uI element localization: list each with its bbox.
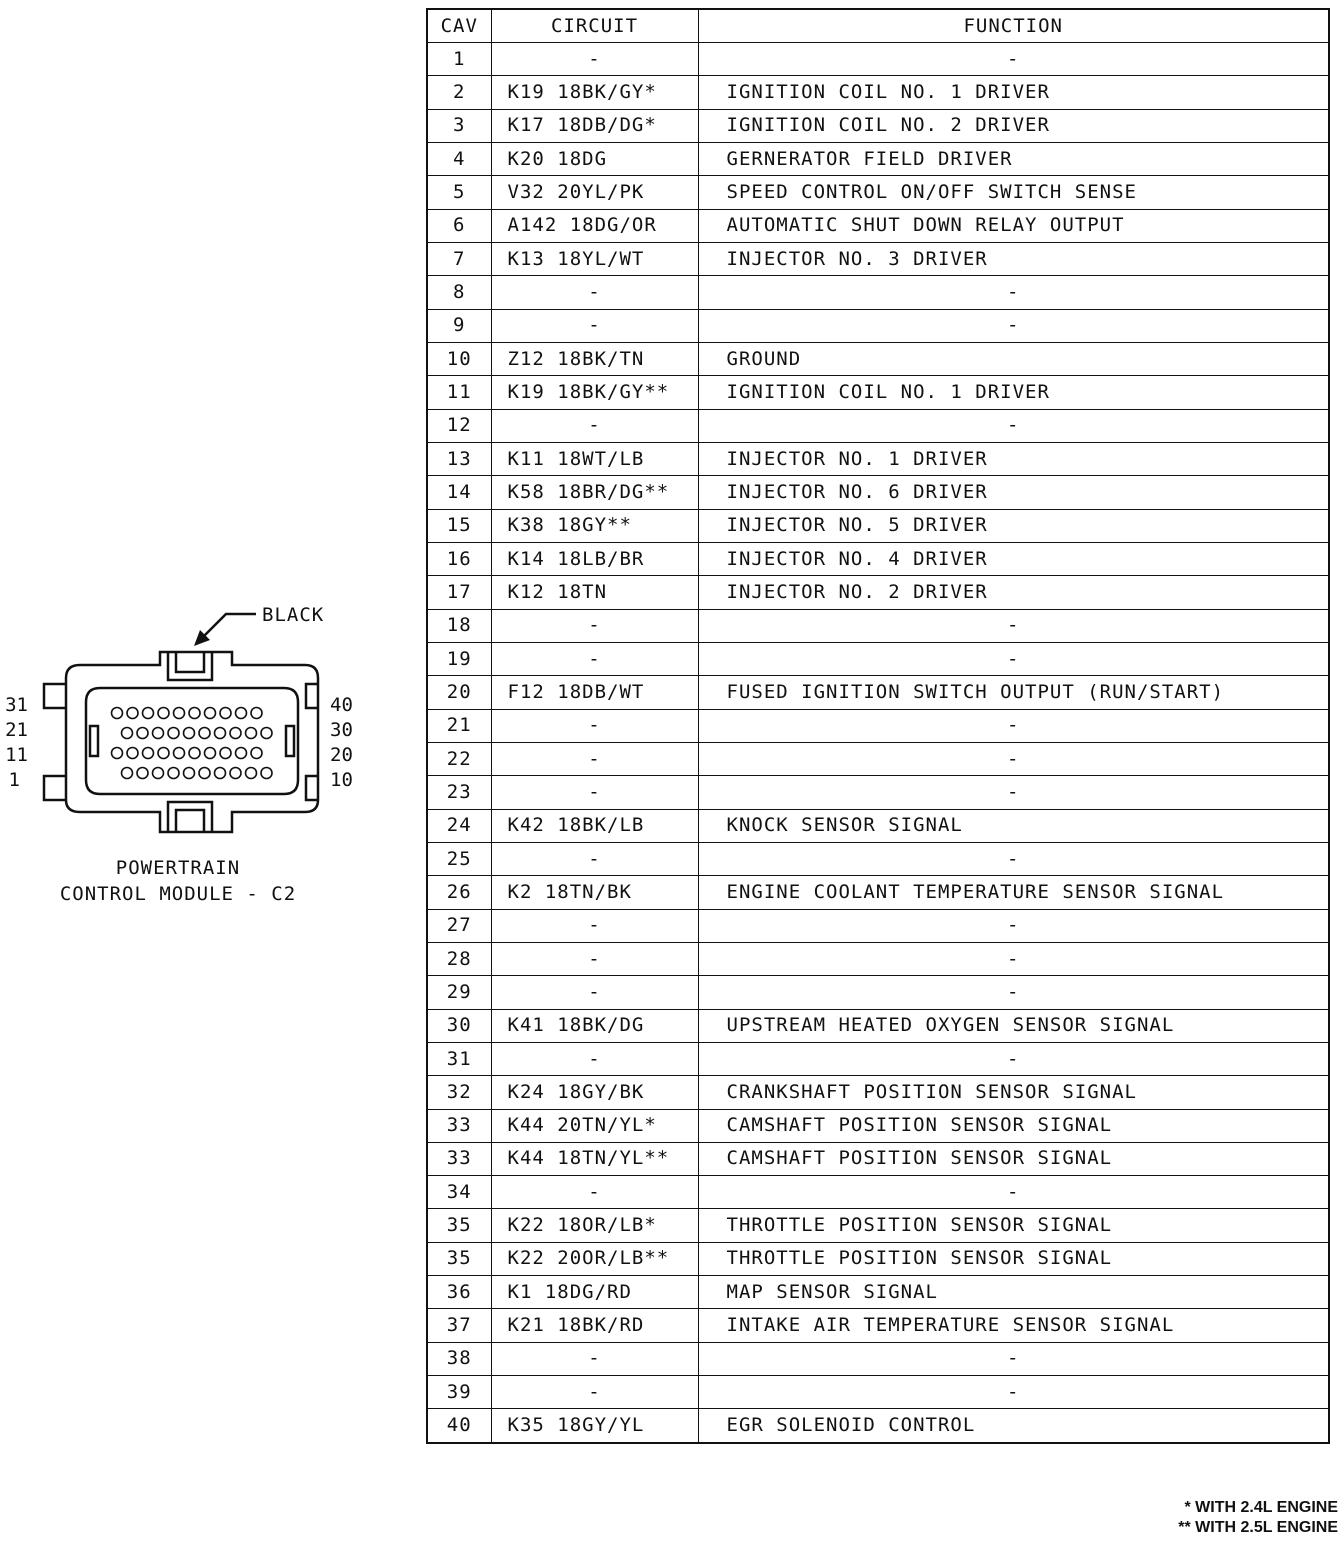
table-row	[427, 542, 1329, 575]
function-cell: INJECTOR NO. 3 DRIVER	[698, 242, 1329, 275]
table-row	[427, 876, 1329, 909]
circuit-cell: K21 18BK/RD	[491, 1309, 698, 1342]
pin-cavity	[236, 748, 247, 759]
pin-cavity	[261, 728, 272, 739]
table-header-row	[427, 9, 1329, 43]
circuit-cell: -	[491, 909, 698, 942]
function-cell: IGNITION COIL NO. 1 DRIVER	[698, 376, 1329, 409]
circuit-cell: K22 20OR/LB**	[491, 1242, 698, 1275]
table-row	[427, 676, 1329, 709]
pin-cavity	[215, 728, 226, 739]
pin-cavity	[205, 748, 216, 759]
table-row	[427, 76, 1329, 109]
pin-label-left-11: 11	[5, 744, 28, 766]
function-cell: IGNITION COIL NO. 2 DRIVER	[698, 109, 1329, 142]
cav-cell: 33	[427, 1109, 491, 1142]
function-cell: -	[698, 43, 1329, 76]
function-cell: GERNERATOR FIELD DRIVER	[698, 142, 1329, 175]
function-cell: FUSED IGNITION SWITCH OUTPUT (RUN/START)	[698, 676, 1329, 709]
table-row	[427, 142, 1329, 175]
table-row	[427, 43, 1329, 76]
function-cell: INJECTOR NO. 1 DRIVER	[698, 442, 1329, 475]
table-row	[427, 1009, 1329, 1042]
pin-cavity	[137, 728, 148, 739]
function-cell: -	[698, 776, 1329, 809]
function-cell: EGR SOLENOID CONTROL	[698, 1409, 1329, 1443]
table-row	[427, 1376, 1329, 1409]
function-cell: -	[698, 1042, 1329, 1075]
table-row	[427, 1209, 1329, 1242]
circuit-cell: -	[491, 709, 698, 742]
function-cell: INJECTOR NO. 6 DRIVER	[698, 476, 1329, 509]
pin-cavity	[112, 748, 123, 759]
circuit-cell: -	[491, 1376, 698, 1409]
cav-cell: 30	[427, 1009, 491, 1042]
function-cell: -	[698, 609, 1329, 642]
circuit-cell: -	[491, 309, 698, 342]
pin-label-right-20: 20	[330, 744, 353, 766]
footnote-2-5l: ** WITH 2.5L ENGINE	[1178, 1519, 1338, 1536]
table-row	[427, 842, 1329, 875]
circuit-cell: -	[491, 976, 698, 1009]
cav-header: CAV	[427, 9, 491, 43]
pin-label-left-31: 31	[5, 694, 28, 716]
table-row	[427, 976, 1329, 1009]
circuit-cell: V32 20YL/PK	[491, 176, 698, 209]
function-cell: -	[698, 909, 1329, 942]
table-row	[427, 209, 1329, 242]
circuit-header: CIRCUIT	[491, 9, 698, 43]
cav-cell: 13	[427, 442, 491, 475]
cav-cell: 5	[427, 176, 491, 209]
pin-cavity	[122, 768, 133, 779]
table-row	[427, 1076, 1329, 1109]
circuit-cell: K1 18DG/RD	[491, 1276, 698, 1309]
pin-cavity	[168, 768, 179, 779]
cav-cell: 4	[427, 142, 491, 175]
function-cell: -	[698, 1376, 1329, 1409]
pin-cavity	[174, 708, 185, 719]
table-row	[427, 242, 1329, 275]
function-cell: CAMSHAFT POSITION SENSOR SIGNAL	[698, 1109, 1329, 1142]
right-upper-tab	[306, 684, 318, 708]
function-cell: GROUND	[698, 342, 1329, 375]
function-cell: -	[698, 309, 1329, 342]
function-cell: UPSTREAM HEATED OXYGEN SENSOR SIGNAL	[698, 1009, 1329, 1042]
pin-grid	[112, 708, 273, 779]
circuit-cell: -	[491, 942, 698, 975]
cav-cell: 3	[427, 109, 491, 142]
cav-cell: 24	[427, 809, 491, 842]
cav-cell: 15	[427, 509, 491, 542]
table-row	[427, 809, 1329, 842]
function-cell: SPEED CONTROL ON/OFF SWITCH SENSE	[698, 176, 1329, 209]
circuit-cell: K22 18OR/LB*	[491, 1209, 698, 1242]
cav-cell: 33	[427, 1142, 491, 1175]
color-label: BLACK	[262, 604, 325, 626]
pin-cavity	[122, 728, 133, 739]
cav-cell: 31	[427, 1042, 491, 1075]
pinout-table-body	[427, 43, 1329, 1444]
table-row	[427, 442, 1329, 475]
function-cell: -	[698, 276, 1329, 309]
function-header: FUNCTION	[698, 9, 1329, 43]
circuit-cell: -	[491, 776, 698, 809]
pin-cavity	[230, 728, 241, 739]
pin-cavity	[236, 708, 247, 719]
table-row	[427, 909, 1329, 942]
circuit-cell: K42 18BK/LB	[491, 809, 698, 842]
cav-cell: 23	[427, 776, 491, 809]
left-lower-tab	[44, 776, 66, 800]
cav-cell: 16	[427, 542, 491, 575]
function-cell: -	[698, 642, 1329, 675]
function-cell: ENGINE COOLANT TEMPERATURE SENSOR SIGNAL	[698, 876, 1329, 909]
pin-cavity	[199, 768, 210, 779]
circuit-cell: -	[491, 409, 698, 442]
circuit-cell: K17 18DB/DG*	[491, 109, 698, 142]
table-row	[427, 309, 1329, 342]
function-cell: CRANKSHAFT POSITION SENSOR SIGNAL	[698, 1076, 1329, 1109]
top-latch	[168, 652, 212, 680]
cav-cell: 34	[427, 1176, 491, 1209]
table-row	[427, 709, 1329, 742]
circuit-cell: K11 18WT/LB	[491, 442, 698, 475]
pin-cavity	[230, 768, 241, 779]
function-cell: IGNITION COIL NO. 1 DRIVER	[698, 76, 1329, 109]
circuit-cell: K38 18GY**	[491, 509, 698, 542]
table-row	[427, 1109, 1329, 1142]
circuit-cell: K20 18DG	[491, 142, 698, 175]
function-cell: -	[698, 1342, 1329, 1375]
table-row	[427, 1342, 1329, 1375]
pin-cavity	[184, 768, 195, 779]
pin-cavity	[158, 708, 169, 719]
circuit-cell: K19 18BK/GY*	[491, 76, 698, 109]
cav-cell: 2	[427, 76, 491, 109]
circuit-cell: K35 18GY/YL	[491, 1409, 698, 1443]
cav-cell: 29	[427, 976, 491, 1009]
circuit-cell: K13 18YL/WT	[491, 242, 698, 275]
table-row	[427, 276, 1329, 309]
table-row	[427, 1276, 1329, 1309]
cav-cell: 14	[427, 476, 491, 509]
pin-cavity	[174, 748, 185, 759]
pin-cavity	[189, 708, 200, 719]
cav-cell: 17	[427, 576, 491, 609]
table-row	[427, 609, 1329, 642]
cav-cell: 12	[427, 409, 491, 442]
cav-cell: 21	[427, 709, 491, 742]
circuit-cell: K19 18BK/GY**	[491, 376, 698, 409]
function-cell: -	[698, 409, 1329, 442]
circuit-cell: F12 18DB/WT	[491, 676, 698, 709]
table-row	[427, 1242, 1329, 1275]
table-row	[427, 509, 1329, 542]
table-row	[427, 742, 1329, 775]
pin-cavity	[261, 768, 272, 779]
cav-cell: 40	[427, 1409, 491, 1443]
pin-cavity	[215, 768, 226, 779]
table-row	[427, 476, 1329, 509]
left-key	[90, 726, 98, 756]
function-cell: MAP SENSOR SIGNAL	[698, 1276, 1329, 1309]
pin-cavity	[251, 748, 262, 759]
pin-cavity	[153, 728, 164, 739]
pin-cavity	[184, 728, 195, 739]
cav-cell: 28	[427, 942, 491, 975]
cav-cell: 37	[427, 1309, 491, 1342]
function-cell: AUTOMATIC SHUT DOWN RELAY OUTPUT	[698, 209, 1329, 242]
circuit-cell: -	[491, 276, 698, 309]
function-cell: INTAKE AIR TEMPERATURE SENSOR SIGNAL	[698, 1309, 1329, 1342]
pin-cavity	[246, 728, 257, 739]
function-cell: THROTTLE POSITION SENSOR SIGNAL	[698, 1209, 1329, 1242]
cav-cell: 32	[427, 1076, 491, 1109]
pin-cavity	[127, 708, 138, 719]
cav-cell: 18	[427, 609, 491, 642]
function-cell: INJECTOR NO. 2 DRIVER	[698, 576, 1329, 609]
bottom-latch	[168, 802, 212, 832]
cav-cell: 35	[427, 1242, 491, 1275]
pin-cavity	[168, 728, 179, 739]
pin-cavity	[189, 748, 200, 759]
function-cell: -	[698, 709, 1329, 742]
pin-label-right-40: 40	[330, 694, 353, 716]
cav-cell: 38	[427, 1342, 491, 1375]
circuit-cell: -	[491, 742, 698, 775]
cav-cell: 36	[427, 1276, 491, 1309]
color-leader-line	[204, 614, 256, 636]
cav-cell: 1	[427, 43, 491, 76]
cav-cell: 7	[427, 242, 491, 275]
function-cell: -	[698, 742, 1329, 775]
pin-cavity	[112, 708, 123, 719]
function-cell: KNOCK SENSOR SIGNAL	[698, 809, 1329, 842]
pin-cavity	[137, 768, 148, 779]
pin-label-right-10: 10	[330, 769, 353, 791]
pin-label-right-30: 30	[330, 719, 353, 741]
function-cell: -	[698, 976, 1329, 1009]
circuit-cell: K41 18BK/DG	[491, 1009, 698, 1042]
cav-cell: 11	[427, 376, 491, 409]
table-row	[427, 176, 1329, 209]
cav-cell: 10	[427, 342, 491, 375]
right-lower-tab	[306, 776, 318, 800]
table-row	[427, 576, 1329, 609]
circuit-cell: -	[491, 609, 698, 642]
pin-cavity	[199, 728, 210, 739]
pin-cavity	[251, 708, 262, 719]
circuit-cell: K14 18LB/BR	[491, 542, 698, 575]
pin-cavity	[205, 708, 216, 719]
footnotes	[1178, 1498, 1338, 1538]
function-cell: INJECTOR NO. 5 DRIVER	[698, 509, 1329, 542]
cav-cell: 19	[427, 642, 491, 675]
function-cell: -	[698, 842, 1329, 875]
cav-cell: 26	[427, 876, 491, 909]
table-row	[427, 1409, 1329, 1443]
table-row	[427, 376, 1329, 409]
pin-label-left-21: 21	[5, 719, 28, 741]
pin-cavity	[153, 768, 164, 779]
pin-cavity	[143, 708, 154, 719]
function-cell: INJECTOR NO. 4 DRIVER	[698, 542, 1329, 575]
function-cell: -	[698, 942, 1329, 975]
circuit-cell: -	[491, 842, 698, 875]
pin-cavity	[220, 708, 231, 719]
circuit-cell: K12 18TN	[491, 576, 698, 609]
pin-cavity	[246, 768, 257, 779]
connector-caption-line2: CONTROL MODULE - C2	[59, 883, 297, 905]
table-row	[427, 1142, 1329, 1175]
cav-cell: 27	[427, 909, 491, 942]
table-row	[427, 1309, 1329, 1342]
circuit-cell: -	[491, 1342, 698, 1375]
circuit-cell: -	[491, 642, 698, 675]
circuit-cell: K44 18TN/YL**	[491, 1142, 698, 1175]
cav-cell: 35	[427, 1209, 491, 1242]
circuit-cell: K58 18BR/DG**	[491, 476, 698, 509]
circuit-cell: -	[491, 1042, 698, 1075]
cav-cell: 9	[427, 309, 491, 342]
pin-label-left-1: 1	[8, 769, 20, 791]
circuit-cell: -	[491, 43, 698, 76]
cav-cell: 22	[427, 742, 491, 775]
function-cell: THROTTLE POSITION SENSOR SIGNAL	[698, 1242, 1329, 1275]
connector-diagram	[0, 0, 420, 1000]
table-row	[427, 109, 1329, 142]
pin-cavity	[220, 748, 231, 759]
circuit-cell: -	[491, 1176, 698, 1209]
table-row	[427, 642, 1329, 675]
table-row	[427, 342, 1329, 375]
right-key	[286, 726, 294, 756]
table-row	[427, 1042, 1329, 1075]
circuit-cell: K2 18TN/BK	[491, 876, 698, 909]
table-row	[427, 942, 1329, 975]
cav-cell: 39	[427, 1376, 491, 1409]
table-row	[427, 409, 1329, 442]
cav-cell: 8	[427, 276, 491, 309]
pinout-table	[426, 8, 1330, 1444]
pin-cavity	[143, 748, 154, 759]
circuit-cell: Z12 18BK/TN	[491, 342, 698, 375]
cav-cell: 6	[427, 209, 491, 242]
cav-cell: 25	[427, 842, 491, 875]
left-upper-tab	[44, 684, 66, 708]
function-cell: CAMSHAFT POSITION SENSOR SIGNAL	[698, 1142, 1329, 1175]
function-cell: -	[698, 1176, 1329, 1209]
pin-cavity	[158, 748, 169, 759]
pin-cavity	[127, 748, 138, 759]
table-row	[427, 776, 1329, 809]
table-row	[427, 1176, 1329, 1209]
circuit-cell: K44 20TN/YL*	[491, 1109, 698, 1142]
footnote-2-4l: * WITH 2.4L ENGINE	[1184, 1499, 1338, 1516]
cav-cell: 20	[427, 676, 491, 709]
connector-caption-line1: POWERTRAIN	[115, 857, 241, 879]
circuit-cell: K24 18GY/BK	[491, 1076, 698, 1109]
circuit-cell: A142 18DG/OR	[491, 209, 698, 242]
